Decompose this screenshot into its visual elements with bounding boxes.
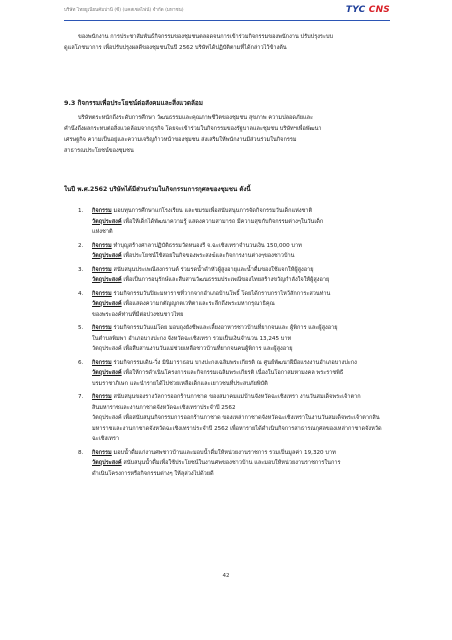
- section-para-line: สาธารณประโยชน์ของชุมชน: [64, 148, 134, 154]
- header-divider: [64, 20, 390, 21]
- list-item: 3. กิจกรรม สนับสนุนประเพณีสงกรานต์ ร่วมรดน้ำดำหัวผู้สูงอายุและน้ำดื่มของใช้แจกให้ผู้สูงอายุ วัตถุประสงค์ เพื่อเป็นการอนุรักษ์และสืบสานวัฒนธรรมประเพณีของไทยสร้างขวัญกำลังใจให้ผู้สูงอายุ: [78, 266, 330, 283]
- subsection-heading: ในปี พ.ศ.2562 บริษัทได้มีส่วนร่วมในกิจกรรมการกุศลของชุมชน ดังนี้: [64, 186, 251, 193]
- section-heading: 9.3 กิจกรรมเพื่อประโยชน์ต่อสังคมและสิ่งแวดล้อม: [64, 99, 203, 107]
- list-item: 5. กิจกรรม ร่วมกิจกรรมวันแม่โดย มอบถุงยังชีพและเลี้ยงอาหารชาวบ้านที่ยากจนและ ผู้พิการ และผู้สูงอายุ ในตำบลพิมพา อำเภอบางปะกง จังหวัดฉะเชิงเทรา รวมเป็นเงินจำนวน 13,245 บาท วัตถุประสงค์ เพื่อสืบสานงานวันแม่ช่วยเหลือชาวบ้านที่ยากจนคนผู้พิการ และผู้สูงอายุ: [78, 325, 338, 352]
- page-number: 42: [222, 573, 230, 579]
- list-item: 6. กิจกรรม ร่วมกิจกรรมเดิน-วิ่ง มินิมาราธอน บางปะกงเฉลิมพระเกียรติ ณ ศูนย์พัฒนาฝีมือแรงงานอำเภอบางปะกง วัตถุประสงค์ เพื่อให้การดำเนินโครงการและกิจกรรมเฉลิมพระเกียรติ เนื่องในโอกาสมหามงคล พระราชพิธี บรมราชาภิเษก และนำรายได้ไปช่วยเหลือเด็กและเยาวชนที่ประสบภัยพิบัติ: [78, 359, 357, 387]
- section-para-line: คำนึงถึงผลกระทบต่อสิ่งแวดล้อมจากธุรกิจ โดยจะเข้าร่วมในกิจกรรมของรัฐบาลและชุมชน บริษัทฯเพื่อพัฒนา: [64, 126, 322, 132]
- list-item: 2. กิจกรรม ทำบุญสร้างศาลาปฏิบัติธรรมวัดหนองรี จ.ฉะเชิงเทราจำนวนเงิน 150,000 บาท วัตถุประสงค์ เพื่อประโยชน์ใช้สอยในกิจของพระสงฆ์และกิจการงานต่างๆของชาวบ้าน: [78, 242, 302, 259]
- section-para-line: เศรษฐกิจ ความเป็นอยู่และความเจริญก้าวหน้าของชุมชน ส่งเสริมให้พนักงานมีส่วนร่วมในกิจกรรม: [64, 137, 297, 143]
- intro-paragraph: [64, 32, 390, 54]
- activity-list: [64, 206, 390, 482]
- section-paragraph: [64, 113, 390, 157]
- section-para-line: บริษัทตระหนักถึงระดับการศึกษา วัฒนธรรมและคุณภาพชีวิตของชุมชน สุขภาพ ความปลอดภัยและ: [78, 115, 314, 121]
- intro-line: ของพนักงาน การประชาสัมพันธ์กิจกรรมของชุมชนตลอดจนการเข้าร่วมกิจกรรมของพนักงาน ปรับปรุงระบบ: [78, 34, 334, 40]
- list-item: 8. กิจกรรม มอบน้ำดื่มแก่งานศพชาวบ้านและมอบน้ำดื่มให้หน่วยงานราชการ รวมเป็นมูลค่า 19,320 บาท วัตถุประสงค์ สนับสนุนน้ำดื่มเพื่อใช้ประโยชน์ในงานศพของชาวบ้าน และมอบให้หน่วยงานราชการในการ ดำเนินโครงการหรือกิจกรรมต่างๆ ให้ลุล่วงไปด้วยดี: [78, 449, 341, 477]
- company-logo: TYC CNS: [345, 5, 390, 15]
- page-header: [64, 5, 390, 19]
- list-item: 7. กิจกรรม สนับสนุนของรางวัลการออกร้านกาชาด ของสมาคมแม่บ้านจังหวัดฉะเชิงเทรา งานวันสมเด็จพระเจ้าตาก สินมหาราชและงานกาชาดจังหวัดฉะเชิงเทราประจำปี 2562 วัตถุประสงค์ เพื่อสนับสนุนกิจกรรมการออกร้านกาชาด ของเหล่ากาชาดจังหวัดฉะเชิงเทราในงานวันสมเด็จพระเจ้าตากสินมหาราชและงานกาชาดจังหวัดฉะเชิงเทราประจำปี 2562 เพื่อหารายได้ดำเนินกิจการสาธารณกุศลของเหล่ากาชาดจังหวัดฉะเชิงเทรา: [78, 394, 382, 442]
- list-item: 1. กิจกรรม มอบทุนการศึกษาแก่โรงเรียน และชมรมเพื่อสนับสนุนการจัดกิจกรรมวันเด็กแห่งชาติ วัตถุประสงค์ เพื่อให้เด็กได้พัฒนาความรู้ แสดงความสามารถ มีความสุขกับกิจกรรมต่างๆในวันเด็ก แห่งชาติ: [78, 208, 324, 235]
- list-item: 4. กิจกรรม ร่วมกิจกรรมวันปิยะมหาราชที่วากจากอำเภอบ้านโพธิ์ โดยได้กราบกราไหว้สักการะสวนท่าน วัตถุประสงค์ เพื่อแสดงความกตัญญูกตเวทิตาและระลึกถึงพระมหากรุณาธิคุณ ของพระองค์ท่านที่มีต่อปวงชนชาวไทย: [78, 290, 331, 318]
- intro-line: ดูแลโภชนาการ เพื่อปรับปรุงผลดีของชุมชนในปี 2562 บริษัทได้ปฏิบัติตามที่ได้กล่าวไว้ข้างต้น: [64, 45, 287, 51]
- header-company-name: บริษัท ไทยยูเนียนคัมปานี (ซี) (แคสเซลไฟน์) จำกัด (มหาชน): [64, 8, 184, 13]
